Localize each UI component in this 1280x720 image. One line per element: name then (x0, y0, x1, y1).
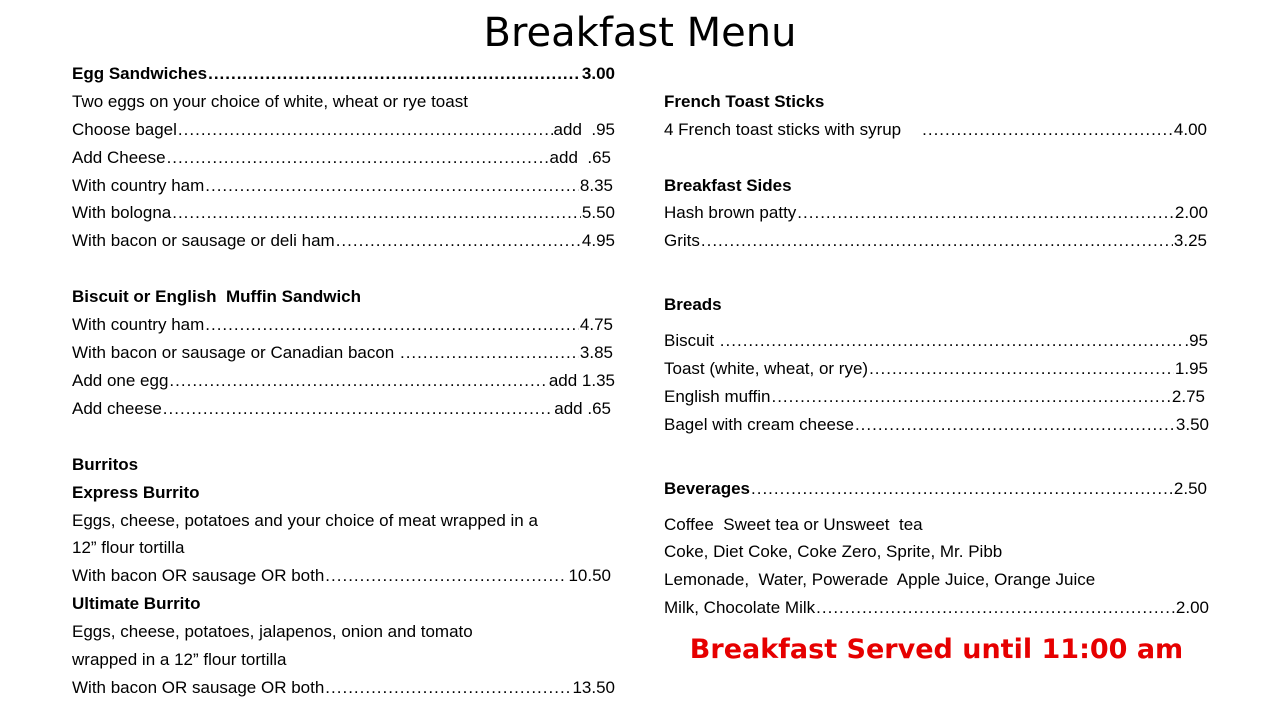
item-price: add .65 (554, 399, 611, 418)
dot-leader (205, 175, 579, 197)
beverage-list: Coke, Diet Coke, Coke Zero, Sprite, Mr. Pibb (664, 542, 1003, 561)
item-label: With bacon or sausage or deli ham (72, 231, 335, 250)
egg-sandwiches-description (72, 91, 615, 113)
item-price: 13.50 (572, 678, 615, 697)
description: wrapped in a 12” flour tortilla (72, 650, 287, 669)
dot-leader (325, 677, 571, 699)
beverage-line (664, 569, 1209, 591)
dot-leader (325, 565, 567, 587)
subsection-heading: Express Burrito (72, 483, 200, 502)
item-label: With bologna (72, 203, 172, 222)
menu-item (72, 370, 615, 392)
burritos-heading (72, 454, 615, 476)
express-burrito-description (72, 510, 615, 532)
section-heading: Breads (664, 295, 722, 314)
serving-hours-notice: Breakfast Served until 11:00 am (689, 634, 1184, 665)
dot-leader (816, 597, 1175, 619)
menu-item (664, 330, 1208, 352)
item-price: 3.25 (1173, 231, 1207, 250)
item-price: 5.50 (581, 203, 615, 222)
dot-leader (701, 230, 1173, 252)
item-label: Grits (664, 231, 700, 250)
dot-leader (178, 119, 553, 141)
section-heading: Burritos (72, 455, 139, 474)
item-price: add .65 (549, 148, 611, 167)
biscuit-muffin-heading (72, 286, 615, 308)
egg-sandwiches-heading (72, 63, 615, 85)
menu-item (664, 414, 1209, 436)
item-label: Add one egg (72, 371, 169, 390)
subsection-heading: Ultimate Burrito (72, 594, 201, 613)
french-toast-heading (664, 91, 1209, 113)
item-label: Choose bagel (72, 120, 177, 139)
item-label: With bacon OR sausage OR both (72, 678, 325, 697)
menu-item (72, 202, 615, 224)
ultimate-burrito-heading (72, 593, 615, 615)
menu-item (664, 386, 1205, 408)
breakfast-sides-heading (664, 175, 1209, 197)
menu-item (72, 565, 611, 587)
item-price: 1.95 (1174, 359, 1208, 378)
item-label: Milk, Chocolate Milk (664, 598, 816, 617)
ultimate-burrito-description (72, 621, 615, 643)
section-heading: French Toast Sticks (664, 92, 825, 111)
item-label: Hash brown patty (664, 203, 797, 222)
item-price: 4.95 (581, 231, 615, 250)
description: 12” flour tortilla (72, 538, 185, 557)
item-price: 10.50 (568, 566, 611, 585)
item-label: Add Cheese (72, 148, 166, 167)
beverage-list: Lemonade, Water, Powerade Apple Juice, Orange Juice (664, 570, 1096, 589)
menu-item (72, 677, 615, 699)
menu-item (72, 342, 613, 364)
menu-item (664, 202, 1208, 224)
dot-leader (400, 342, 579, 364)
beverage-line (664, 514, 1209, 536)
section-heading: Biscuit or English Muffin Sandwich (72, 287, 362, 306)
dot-leader (720, 330, 1184, 352)
express-burrito-description (72, 537, 615, 559)
dot-leader (169, 370, 547, 392)
item-price: 2.75 (1171, 387, 1205, 406)
price: 2.50 (1173, 479, 1207, 498)
item-price: 2.00 (1175, 598, 1209, 617)
menu-item (664, 597, 1209, 619)
menu-item (72, 119, 615, 141)
dot-leader (922, 119, 1173, 141)
item-label: English muffin (664, 387, 771, 406)
section-heading: Breakfast Sides (664, 176, 792, 195)
menu-item (72, 314, 613, 336)
item-price: 3.50 (1175, 415, 1209, 434)
dot-leader (751, 478, 1173, 500)
item-price: 2.00 (1174, 203, 1208, 222)
item-price: add .95 (553, 120, 615, 139)
dot-leader (855, 414, 1175, 436)
section-heading: Beverages (664, 479, 751, 498)
description: Two eggs on your choice of white, wheat or rye toast (72, 92, 468, 111)
menu-item (72, 398, 611, 420)
beverages-heading (664, 478, 1207, 500)
dot-leader (208, 63, 581, 85)
item-price: 4.00 (1173, 120, 1207, 139)
menu-item (72, 147, 611, 169)
dot-leader (869, 358, 1174, 380)
breads-heading (664, 294, 1209, 316)
dot-leader (771, 386, 1170, 408)
express-burrito-heading (72, 482, 615, 504)
item-label: Biscuit (664, 331, 719, 350)
item-label: Toast (white, wheat, or rye) (664, 359, 869, 378)
item-price: .95 (1184, 331, 1208, 350)
dot-leader (205, 314, 579, 336)
menu-item (664, 358, 1208, 380)
item-label: With country ham (72, 315, 205, 334)
item-label: With country ham (72, 176, 205, 195)
item-price: 3.85 (579, 343, 613, 362)
item-label: With bacon OR sausage OR both (72, 566, 325, 585)
menu-item (72, 175, 613, 197)
price: 3.00 (581, 64, 615, 83)
page-title: Breakfast Menu (483, 10, 797, 56)
dot-leader (797, 202, 1174, 224)
ultimate-burrito-description (72, 649, 615, 671)
section-heading: Egg Sandwiches (72, 64, 208, 83)
dot-leader (336, 230, 581, 252)
item-price: 4.75 (579, 315, 613, 334)
menu-item (664, 230, 1207, 252)
dot-leader (163, 398, 553, 420)
menu-item (664, 119, 1207, 141)
description: Eggs, cheese, potatoes, jalapenos, onion and tomato (72, 622, 473, 641)
beverage-list: Coffee Sweet tea or Unsweet tea (664, 515, 923, 534)
dot-leader (167, 147, 549, 169)
item-label: 4 French toast sticks with syrup (664, 120, 902, 139)
item-price: add 1.35 (548, 371, 615, 390)
beverage-line (664, 541, 1209, 563)
description: Eggs, cheese, potatoes and your choice of meat wrapped in a (72, 511, 538, 530)
menu-item (72, 230, 615, 252)
dot-leader (172, 202, 581, 224)
item-price: 8.35 (579, 176, 613, 195)
item-label: Add cheese (72, 399, 162, 418)
item-label: With bacon or sausage or Canadian bacon (72, 343, 399, 362)
item-label: Bagel with cream cheese (664, 415, 854, 434)
